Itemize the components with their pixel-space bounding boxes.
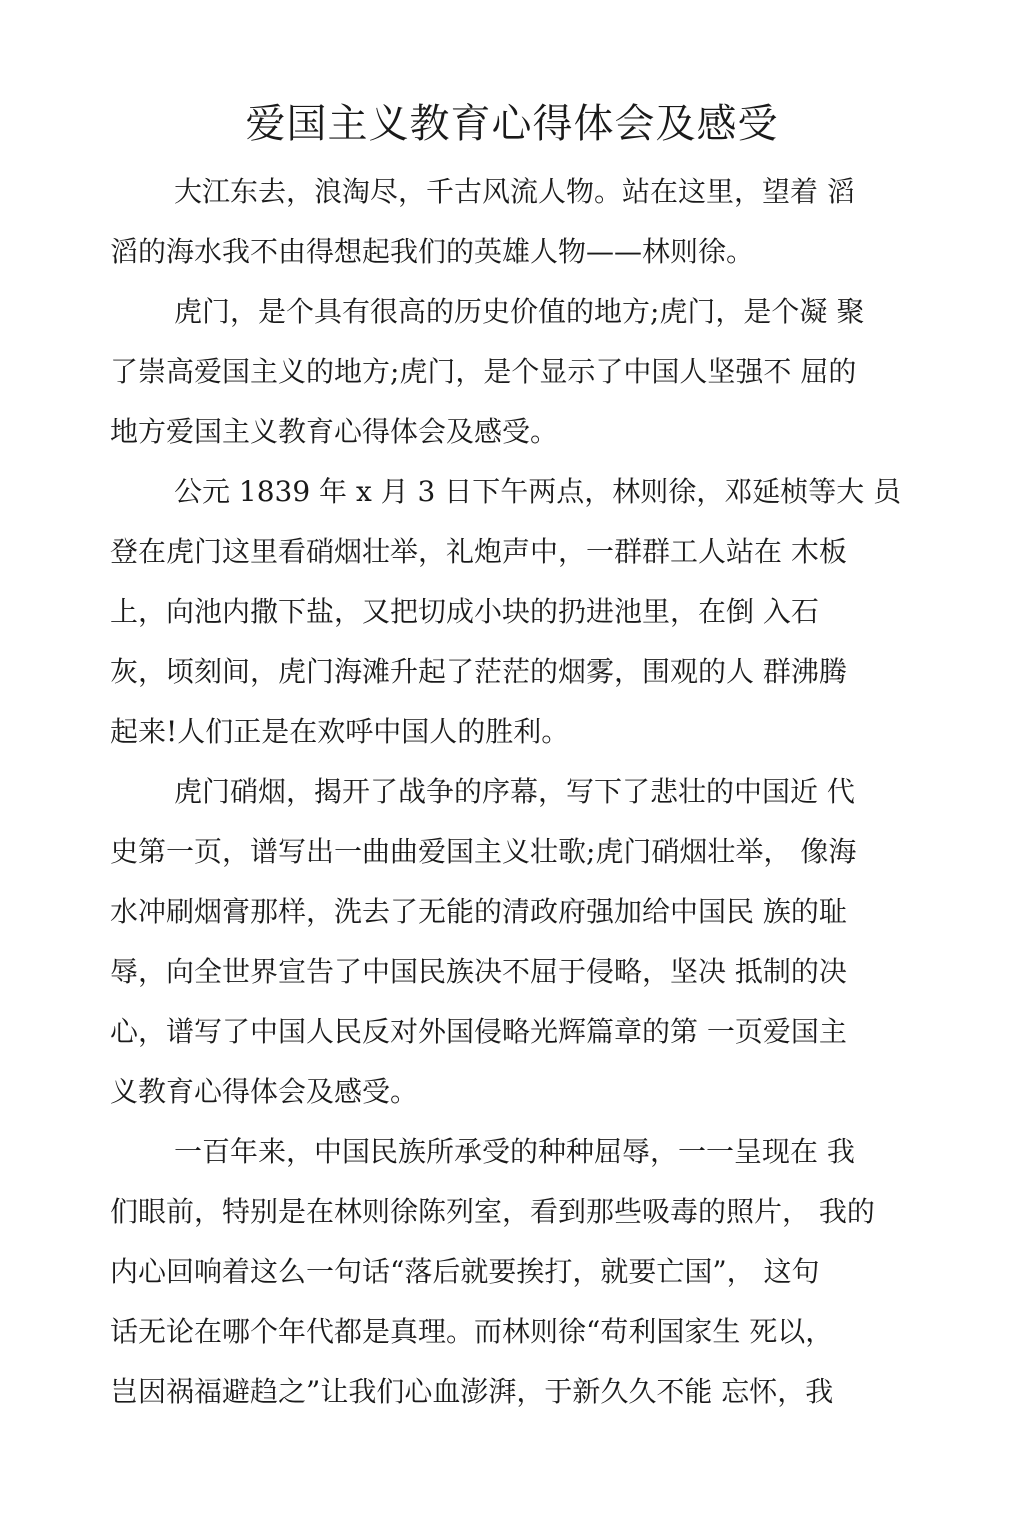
text-line: 上，向池内撒下盐，又把切成小块的扔进池里，在倒 入石 bbox=[110, 595, 819, 628]
text-line: 灰，顷刻间，虎门海滩升起了茫茫的烟雾，围观的人 群沸腾 bbox=[110, 655, 847, 688]
text-line: 大江东去，浪淘尽，千古风流人物。站在这里，望着 滔 bbox=[174, 175, 855, 208]
text-line: 了崇高爱国主义的地方;虎门，是个显示了中国人坚强不 屈的 bbox=[110, 355, 857, 388]
text-line: 水冲刷烟膏那样，洗去了无能的清政府强加给中国民 族的耻 bbox=[110, 895, 847, 928]
text-line: 登在虎门这里看硝烟壮举，礼炮声中，一群群工人站在 木板 bbox=[110, 535, 847, 568]
text-line: 心，谱写了中国人民反对外国侵略光辉篇章的第 一页爱国主 bbox=[110, 1015, 847, 1048]
text-line: 辱，向全世界宣告了中国民族决不屈于侵略，坚决 抵制的决 bbox=[110, 955, 847, 988]
text-line: 一百年来，中国民族所承受的种种屈辱，一一呈现在 我 bbox=[174, 1135, 855, 1168]
text-line: 起来!人们正是在欢呼中国人的胜利。 bbox=[110, 715, 570, 748]
text-line: 义教育心得体会及感受。 bbox=[110, 1075, 419, 1108]
text-line: 岂因祸福避趋之”让我们心血澎湃，于新久久不能 忘怀，我 bbox=[110, 1375, 834, 1408]
text-line: 虎门硝烟，揭开了战争的序幕，写下了悲壮的中国近 代 bbox=[174, 775, 855, 808]
text-line: 虎门，是个具有很高的历史价值的地方;虎门，是个凝 聚 bbox=[174, 295, 865, 328]
text-line: 史第一页，谱写出一曲曲爱国主义壮歌;虎门硝烟壮举， 像海 bbox=[110, 835, 857, 868]
text-line: 地方爱国主义教育心得体会及感受。 bbox=[110, 415, 559, 448]
text-line: 滔的海水我不由得想起我们的英雄人物——林则徐。 bbox=[110, 235, 755, 268]
text-line: 话无论在哪个年代都是真理。而林则徐“苟利国家生 死以， bbox=[110, 1315, 834, 1348]
text-line: 公元 1839 年 x 月 3 日下午两点，林则徐，邓延桢等大 员 bbox=[174, 475, 902, 508]
text-line: 内心回响着这么一句话“落后就要挨打，就要亡国”， 这句 bbox=[110, 1255, 820, 1288]
document-title: 爱国主义教育心得体会及感受 bbox=[245, 101, 779, 147]
text-line: 们眼前，特别是在林则徐陈列室，看到那些吸毒的照片， 我的 bbox=[110, 1195, 875, 1228]
